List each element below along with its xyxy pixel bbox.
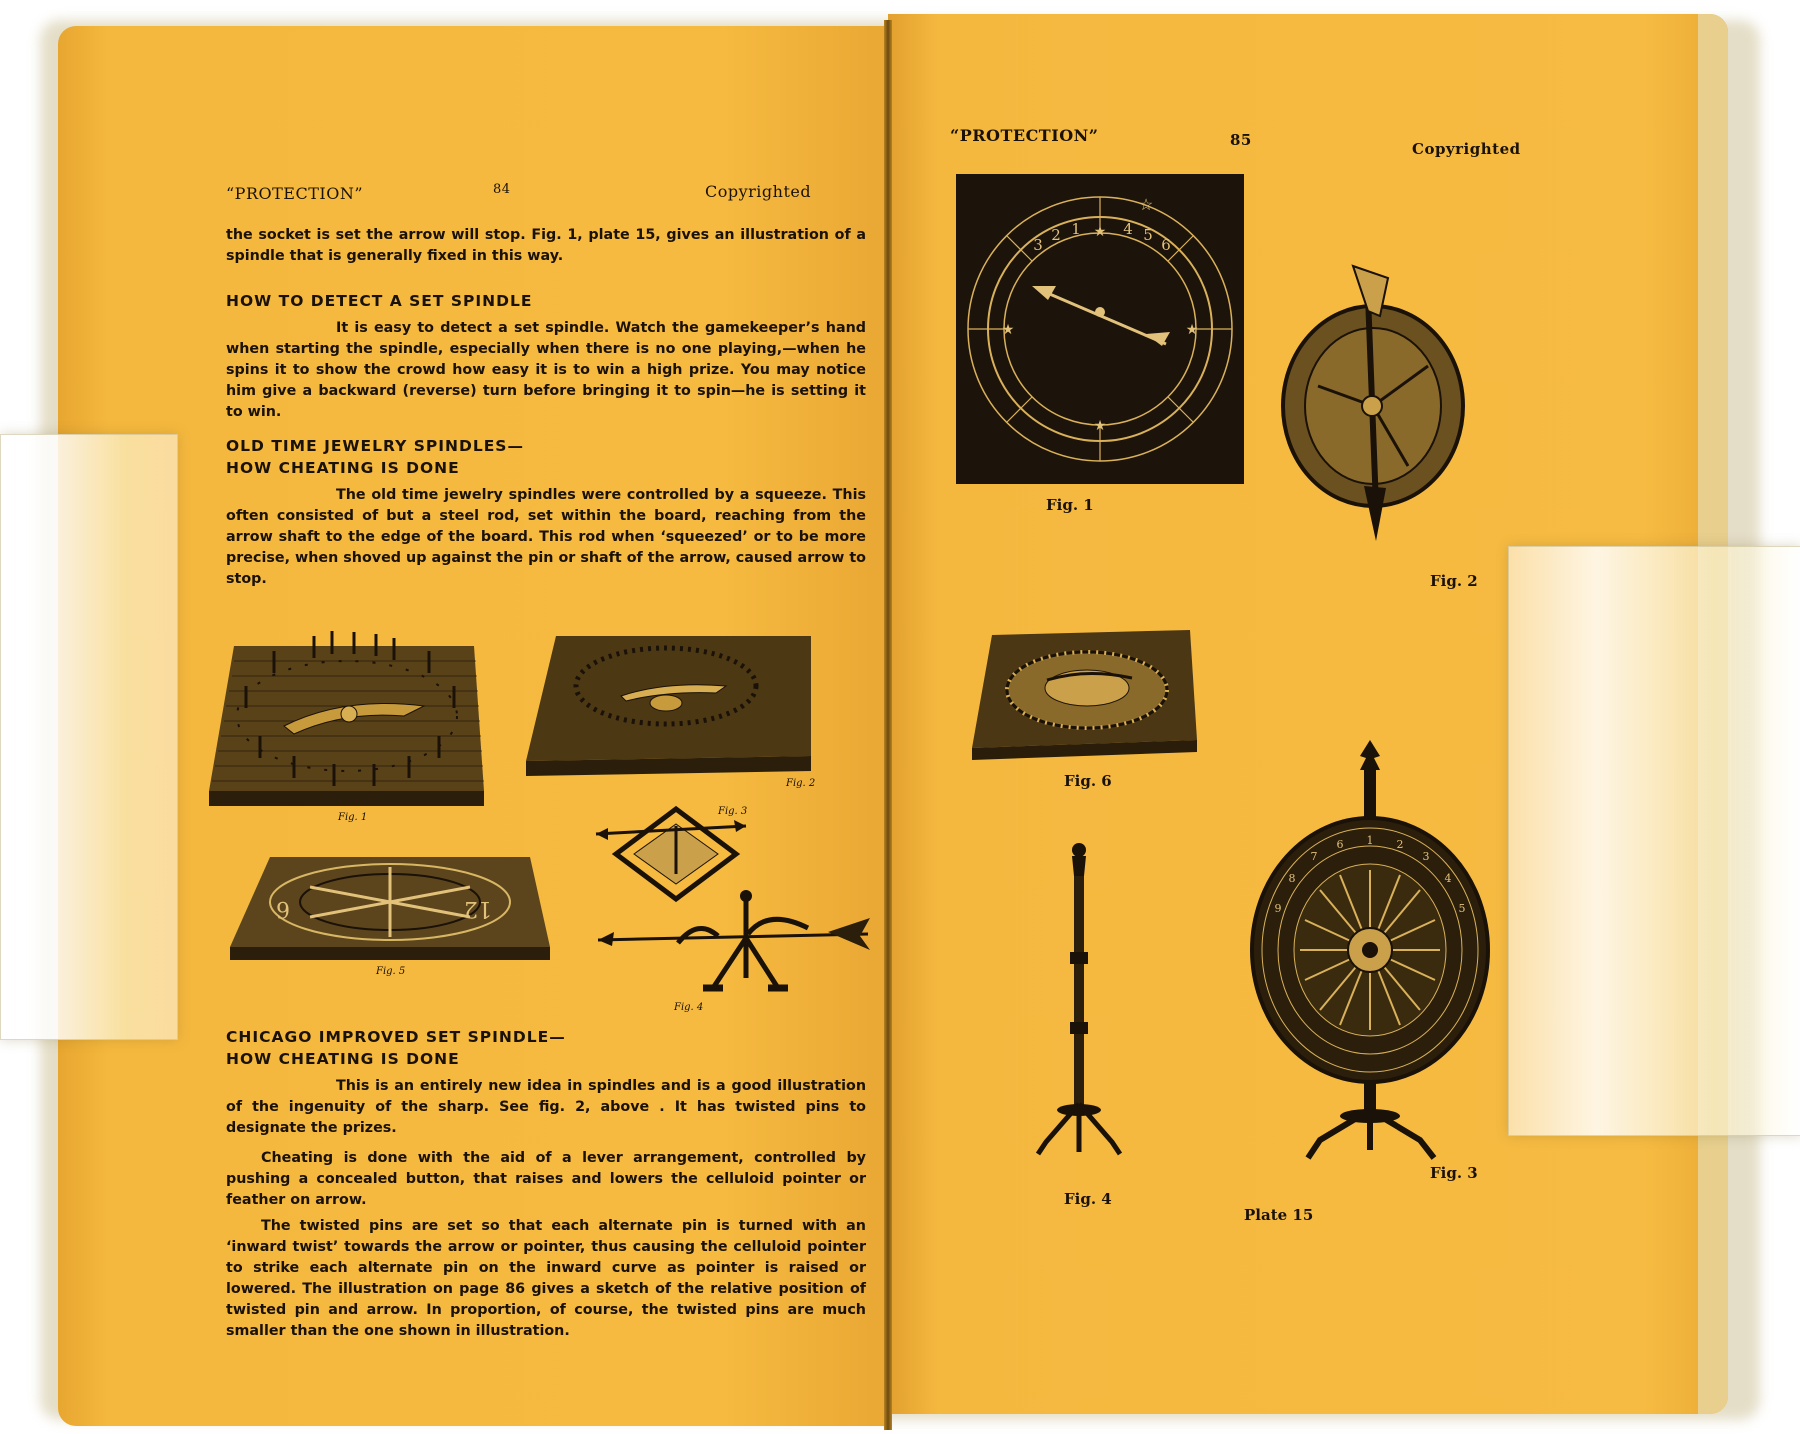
dial-number-4: 4 bbox=[1123, 220, 1133, 238]
svg-text:☆: ☆ bbox=[1138, 197, 1154, 214]
left-running-title: “PROTECTION” bbox=[226, 184, 363, 203]
dial-number-5: 5 bbox=[1143, 226, 1153, 244]
wheel-number-7: 7 bbox=[1310, 850, 1318, 863]
svg-text:★: ★ bbox=[1093, 417, 1107, 433]
right-running-title: “PROTECTION” bbox=[950, 126, 1099, 145]
wheel-number-8: 8 bbox=[1288, 872, 1296, 885]
svg-text:★: ★ bbox=[1185, 321, 1199, 337]
dial-number-2: 2 bbox=[1051, 226, 1061, 244]
left-acrylic-page-holder bbox=[0, 434, 178, 1040]
detect-paragraph: It is easy to detect a set spindle. Watch the gamekeeper’s hand when starting the spindle, especially when there is no one playing,—when he spins it to show the crowd how easy it is to win a high prize. You may notice him give a backward (reverse) turn before bringing it to spin—he is setting it to win. bbox=[226, 320, 866, 420]
left-fig4-label: Fig. 4 bbox=[674, 1002, 704, 1013]
left-fig4-spindle-arrow bbox=[598, 888, 878, 1008]
fig1-dial-board bbox=[956, 174, 1244, 484]
wheel-number-5: 5 bbox=[1458, 902, 1466, 915]
chicago-paragraph-1: This is an entirely new idea in spindles and is a good illustration of the ingenuity of the sharp. See fig. 2, above . It has twisted pins to designate the prizes. bbox=[226, 1078, 866, 1136]
heading-detect-set-spindle: HOW TO DETECT A SET SPINDLE bbox=[226, 292, 533, 310]
right-page-number: 85 bbox=[1230, 131, 1252, 149]
wheel-number-3: 3 bbox=[1422, 850, 1430, 863]
heading-chicago-cheating: HOW CHEATING IS DONE bbox=[226, 1050, 460, 1068]
svg-text:★: ★ bbox=[1093, 223, 1107, 239]
svg-text:12: 12 bbox=[464, 896, 492, 921]
left-page-number: 84 bbox=[493, 182, 511, 197]
wheel-number-9: 9 bbox=[1274, 902, 1282, 915]
heading-chicago-improved: CHICAGO IMPROVED SET SPINDLE— bbox=[226, 1028, 566, 1046]
dial-number-6: 6 bbox=[1161, 236, 1171, 254]
fig3-caption: Fig. 3 bbox=[1430, 1164, 1478, 1182]
heading-old-time-jewelry: OLD TIME JEWELRY SPINDLES— bbox=[226, 437, 524, 455]
left-fig1-pin-board bbox=[204, 626, 494, 821]
svg-text:★: ★ bbox=[1001, 321, 1015, 337]
left-fig1-label: Fig. 1 bbox=[338, 812, 368, 823]
right-acrylic-page-holder bbox=[1508, 546, 1800, 1136]
fig6-caption: Fig. 6 bbox=[1064, 772, 1112, 790]
left-fig5-compass-board bbox=[230, 852, 550, 972]
wheel-number-1: 1 bbox=[1366, 834, 1374, 847]
wheel-number-6: 6 bbox=[1336, 838, 1344, 851]
book-gutter bbox=[884, 20, 892, 1430]
left-running-copyright: Copyrighted bbox=[705, 182, 812, 201]
dial-number-3: 3 bbox=[1033, 236, 1043, 254]
left-fig2-pin-circle-board bbox=[526, 631, 816, 786]
wheel-number-2: 2 bbox=[1396, 838, 1404, 851]
right-running-copyright: Copyrighted bbox=[1412, 140, 1521, 158]
fig1-caption: Fig. 1 bbox=[1046, 496, 1094, 514]
intro-paragraph: the socket is set the arrow will stop. Fig. 1, plate 15, gives an illustration of a spindle that is generally fixed in this way. bbox=[226, 227, 866, 264]
chicago-paragraph-3: The twisted pins are set so that each alternate pin is turned with an ‘inward twist’ towards the arrow or pointer, thus causing the celluloid pointer to strike each alternate pin on the inward curve as pointer is raised or lowered. The illustration on page 86 gives a sketch of the relative position of twisted pin and arrow. In proportion, of course, the twisted pins are much smaller than the one shown in illustration. bbox=[226, 1218, 866, 1339]
dial-number-1: 1 bbox=[1071, 220, 1081, 238]
fig4-caption: Fig. 4 bbox=[1064, 1190, 1112, 1208]
fig6-circular-board bbox=[972, 630, 1197, 765]
fig3-prize-wheel bbox=[1240, 740, 1500, 1170]
chicago-paragraph-2: Cheating is done with the aid of a lever arrangement, controlled by pushing a concealed button, that raises and lowers the celluloid pointer or feather on arrow. bbox=[226, 1150, 866, 1208]
heading-old-time-cheating: HOW CHEATING IS DONE bbox=[226, 459, 460, 477]
plate-caption: Plate 15 bbox=[1244, 1206, 1314, 1224]
fig2-wheel-arrow bbox=[1268, 266, 1468, 556]
svg-text:6: 6 bbox=[276, 896, 290, 921]
left-fig3-label: Fig. 3 bbox=[718, 806, 748, 817]
fig2-caption: Fig. 2 bbox=[1430, 572, 1478, 590]
old-time-paragraph: The old time jewelry spindles were controlled by a squeeze. This often consisted of but a steel rod, set within the board, reaching from the arrow shaft to the edge of the board. This rod when ‘squeezed’ or to be more precise, when shoved up against the pin or shaft of the arrow, caused arrow to stop. bbox=[226, 487, 866, 587]
left-page bbox=[58, 26, 888, 1426]
fig4-standing-spindle bbox=[1034, 842, 1124, 1168]
wheel-number-4: 4 bbox=[1444, 872, 1452, 885]
left-fig2-label: Fig. 2 bbox=[786, 778, 816, 789]
left-fig5-label: Fig. 5 bbox=[376, 966, 406, 977]
